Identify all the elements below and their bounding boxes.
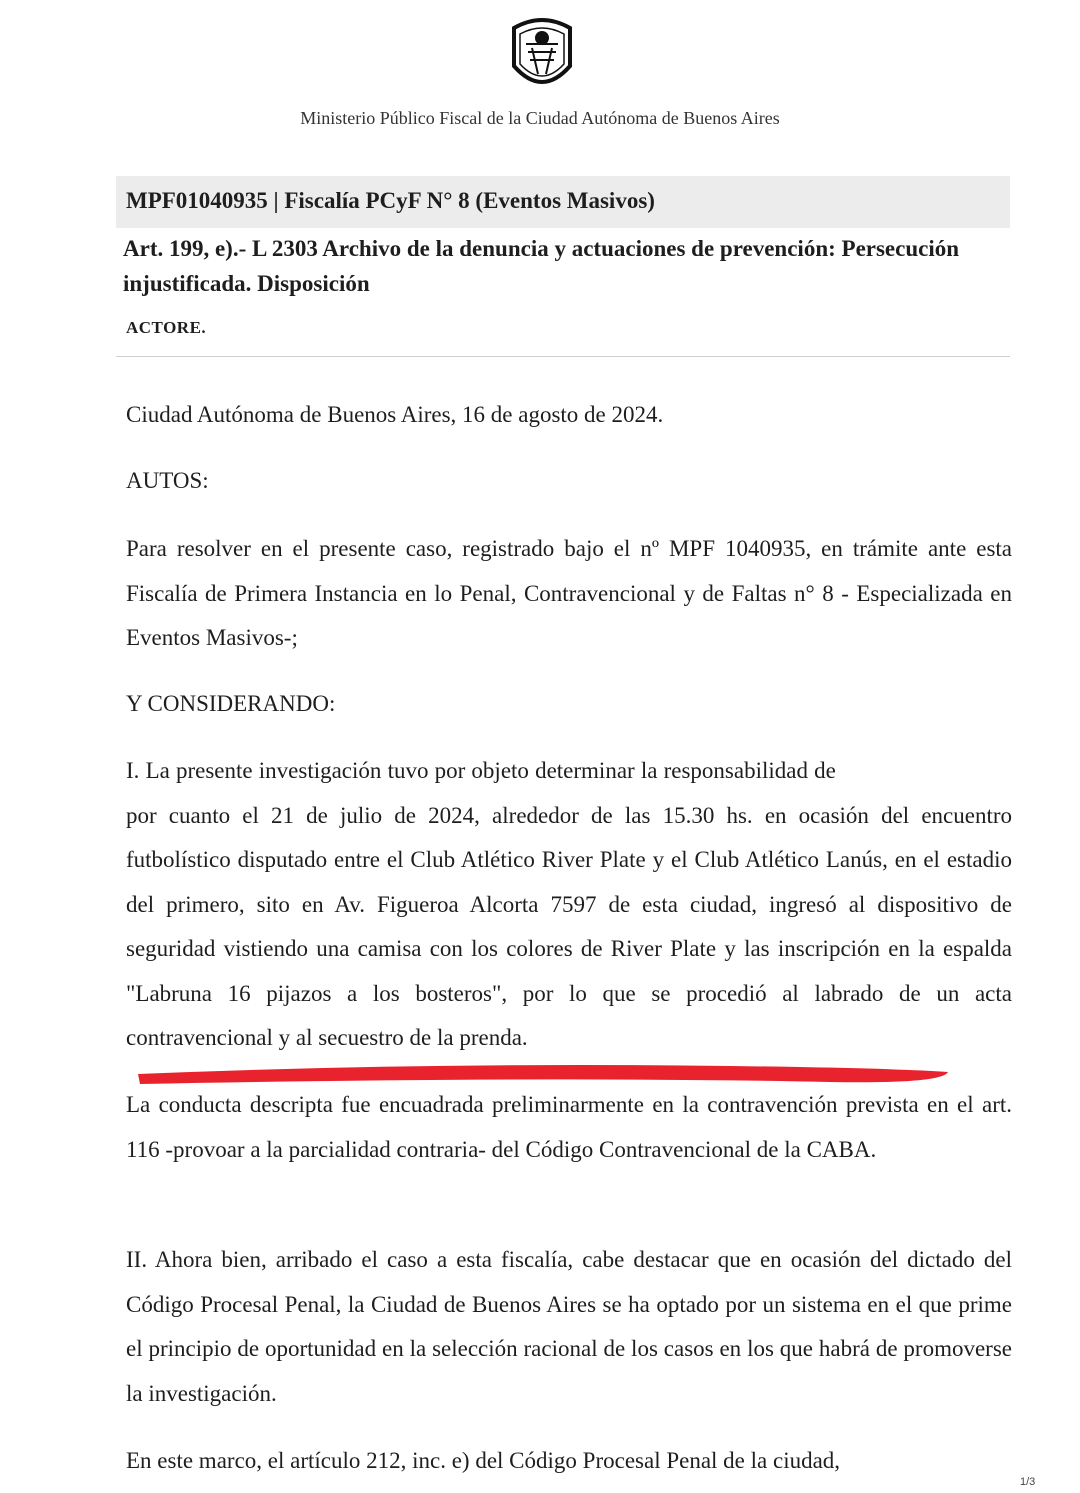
case-id: MPF01040935 | Fiscalía PCyF N° 8 (Eventos Masivos) xyxy=(126,188,655,213)
considerando-heading: Y CONSIDERANDO: xyxy=(126,691,336,716)
point-one-start: I. La presente investigación tuvo por objeto determinar la responsabilidad de xyxy=(126,758,836,783)
resolver-paragraph: Para resolver en el presente caso, registrado bajo el nº MPF 1040935, en trámite ante esta Fiscalía de Primera Instancia en lo Penal, Contravencional y de Faltas n° 8 - Especializada en Eventos Masivos-; xyxy=(126,536,1012,650)
autos-heading: AUTOS: xyxy=(126,468,209,493)
point-two-paragraph: II. Ahora bien, arribado el caso a esta fiscalía, cabe destacar que en ocasión del dictado del Código Procesal Penal, la Ciudad de Buenos Aires se ha optado por un sistema en el que prime el principio de oportunidad en la selección racional de los casos en los que habrá de promoverse la investigación. xyxy=(126,1247,1012,1406)
actors-label: ACTORE. xyxy=(126,318,207,337)
case-header-bar xyxy=(116,176,1010,228)
ministry-seal-icon xyxy=(508,14,576,96)
page-number: 1/3 xyxy=(1020,1476,1036,1488)
header-divider xyxy=(116,356,1010,357)
document-date: Ciudad Autónoma de Buenos Aires, 16 de agosto de 2024. xyxy=(126,402,664,427)
case-subject: Art. 199, e).- L 2303 Archivo de la denuncia y actuaciones de prevención: Persecución injustificada. Disposición xyxy=(123,236,960,296)
point-one-paragraph xyxy=(126,749,1012,1061)
ministry-name: Ministerio Público Fiscal de la Ciudad Autónoma de Buenos Aires xyxy=(300,108,780,128)
conducta-paragraph: La conducta descripta fue encuadrada preliminarmente en la contravención prevista en el art. 116 -provoar a la parcialidad contraria- del Código Contravencional de la CABA. xyxy=(126,1092,1012,1162)
point-one-rest: por cuanto el 21 de julio de 2024, alrededor de las 15.30 hs. en ocasión del encuentro futbolístico disputado entre el Club Atlético River Plate y el Club Atlético Lanús, en el estadio del primero, sito en Av. Figueroa Alcorta 7597 de esta ciudad, ingresó al dispositivo de seguridad vistiendo una camisa con los colores de River Plate y las inscripción en la espalda "Labruna 16 pijazos a los bosteros", por lo que se procedió al labrado de un acta contravencional y al secuestro de la prenda. xyxy=(126,802,1012,1050)
marco-paragraph: En este marco, el artículo 212, inc. e) del Código Procesal Penal de la ciudad, xyxy=(126,1448,841,1473)
